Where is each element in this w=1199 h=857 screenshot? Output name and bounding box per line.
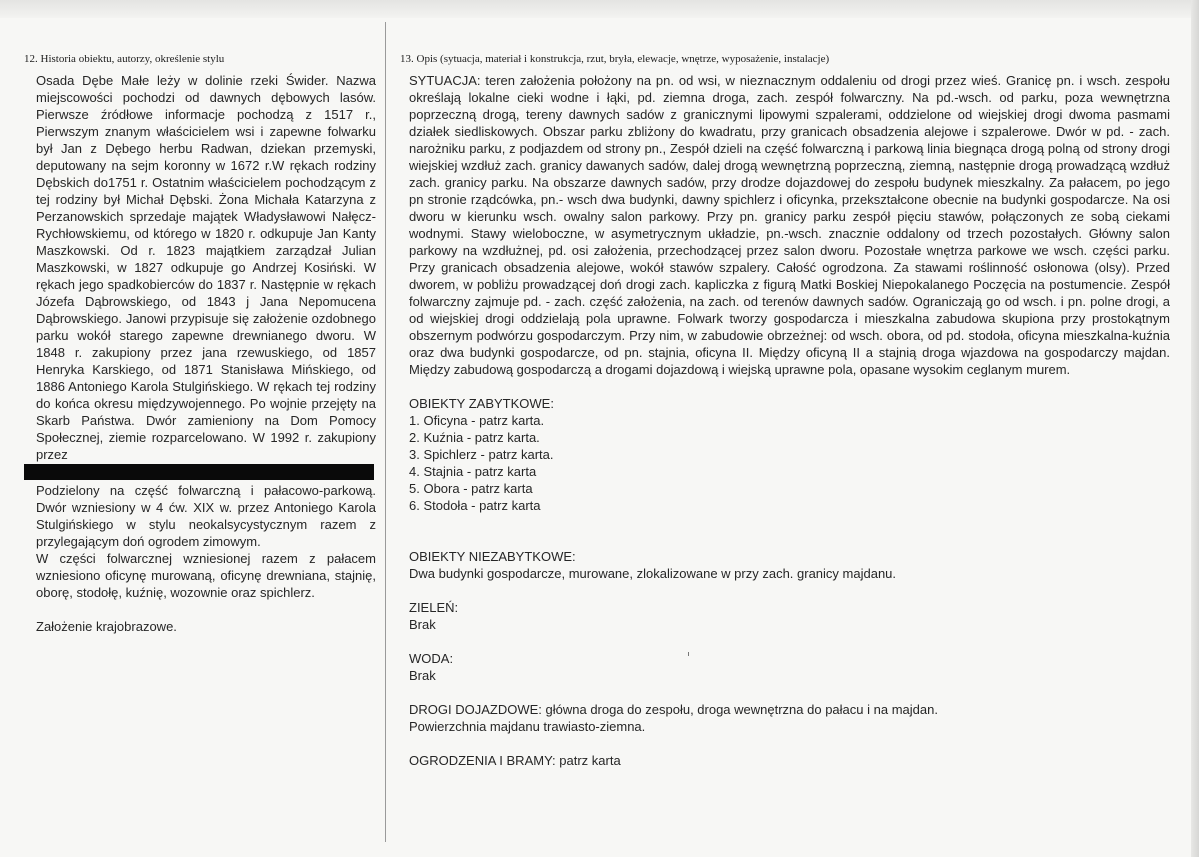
buildings-paragraph: W części folwarcznej wzniesionej razem z pałacem wzniesiono oficynę murowaną, oficynę drewniana, stajnię, oborę, stodołę, kuźnię, wozownie oraz spichlerz. <box>36 551 376 600</box>
column-divider <box>385 22 386 842</box>
scan-edge-top <box>0 0 1199 18</box>
history-heading: 12. Historia obiektu, autorzy, określenie stylu <box>24 53 225 65</box>
monument-item: 6. Stodoła - patrz karta <box>409 498 541 513</box>
monuments-title: OBIEKTY ZABYTKOWE: <box>409 396 554 411</box>
water-title: WODA: <box>409 651 454 666</box>
situation-paragraph: SYTUACJA: teren założenia położony na pn. od wsi, w nieznacznym oddaleniu od drogi przez wieś. Granicę pn. i wsch. zespołu określają lokalne cieki wodne i łąki, pd. ziemna droga, zach. zespół folwarczny. Na pd.-wsch. od parku, poza wewnętrzna poprzeczną drogą, tereny dawnych sadów z granicznymi lipowymi szpalerami, oddzielone od wiejskiej drogi dwoma pasmami działek siedliskowych. Obszar parku zbliżony do kwadratu, przy granicach obsadzenia alejowe i szpalerowe. Dwór w pd. - zach. narożniku parku, z podjazdem od strony pn., Zespół dzieli na część folwarczną i parkową linia biegnąca drogą polną od strony drogi wiejskiej wzdłuż zach. granicy dawanych sadów, dalej drogą wewnętrzną poprzeczną, ziemną, następnie drogą prowadzącą wzdłuż zach. granicy parku. Na obszarze dawnych sadów, przy drodze dojazdowej do zespołu budynek mieszkalny. Za pałacem, po jego pn stronie rządcówka, pn.- wsch dwa budynki, dawny spichlerz i oficynka, przekształcone obecnie na budynki gospodarcze. Na osi dworu w kierunku wsch. owalny salon parkowy. Przy pn. granicy parku zespół pięciu stawów, połączonych ze sobą ciekami wodnymi. Stawy wieloboczne, w asymetrycznym układzie, pn.-wsch. znacznie oddalony od trzech pozostałych. Główny salon parkowy na wzdłużnej, pd. osi założenia, przechodzącej przez salon dworu. Pozostałe wnętrza parkowe we wsch. części parku. Przy granicach obsadzenia alejowe, wokół stawów szpalery. Całość ogrodzona. Za stawami roślinność osłonowa (olsy). Przed dworem, w pobliżu prowadzącej doń drogi zach. kapliczka z figurą Matki Boskiej Niepokalanego Poczęcia na postumencie. Zespół folwarczny zajmuje pd. - zach. część założenia, na zach. od terenów dawnych sadów. Ograniczają go od wsch. i pn. polne drogi, a od wiejskiej drogi oddzielają pola uprawne. Folwark tworzy gospodarcza i mieszkalna zabudowa skupiona przy prostokątnym obszernym podwórzu gospodarczym. Przy nim, w zabudowie obrzeżnej: od wsch. obora, od pd. stodoła, oficyna mieszkalna-kuźnia oraz dwa budynki gospodarcze, od pn. stajnia, oficyna II. Między oficyną II a stajnią droga wjazdowa na gospodarczy majdan. Między zabudową gospodarczą a drogami dojazdową i wiejską uprawne pola, opasane wysokim ceglanym murem. <box>409 73 1170 377</box>
greenery-title: ZIELEŃ: <box>409 600 459 615</box>
description-heading: 13. Opis (sytuacja, materiał i konstrukcja, rzut, bryła, elewacje, wnętrze, wyposażenie, instalacje) <box>400 53 830 65</box>
monument-item: 5. Obora - patrz karta <box>409 481 533 496</box>
description-column <box>400 52 1170 769</box>
style-paragraph: Założenie krajobrazowe. <box>36 619 177 634</box>
fences-title: OGRODZENIA I BRAMY: <box>409 753 556 768</box>
greenery-text: Brak <box>409 617 436 632</box>
scan-edge-right <box>1191 0 1199 857</box>
non-monuments-title: OBIEKTY NIEZABYTKOWE: <box>409 549 576 564</box>
water-text: Brak <box>409 668 436 683</box>
monument-item: 3. Spichlerz - patrz karta. <box>409 447 554 462</box>
division-paragraph: Podzielony na część folwarczną i pałacowo-parkową. Dwór wzniesiony w 4 ćw. XIX w. przez Antoniego Karola Stulgińskiego w stylu neokalsycystycznym razem z przylegającym doń ogrodem zimowym. <box>36 483 376 549</box>
monument-item: 2. Kuźnia - patrz karta. <box>409 430 540 445</box>
redaction-bar <box>24 464 374 480</box>
roads-title: DROGI DOJAZDOWE: <box>409 702 542 717</box>
scan-mark <box>688 652 689 656</box>
roads-text: główna droga do zespołu, droga wewnętrzna do pałacu i na majdan. <box>545 702 938 717</box>
fences-text: patrz karta <box>559 753 621 768</box>
description-body <box>409 72 1170 769</box>
monument-item: 1. Oficyna - patrz karta. <box>409 413 545 428</box>
history-column <box>24 52 376 635</box>
history-body <box>36 72 376 635</box>
fences-line <box>409 752 1170 769</box>
history-paragraph: Osada Dębe Małe leży w dolinie rzeki Świder. Nazwa miejscowości pochodzi od dawnych dębowych lasów. Pierwsze źródłowe informacje pochodzą z 1517 r., Pierwszym znanym właścicielem wsi i zapewne folwarku był Jan z Dębego herbu Radwan, dziekan przemyski, deputowany na sejm koronny w 1672 r.W rękach rodziny Dębskich do1751 r. Ostatnim właścicielem pochodzącym z tej rodziny był Michał Dębski. Żona Michała Katarzyna z Perzanowskich sprzedaje majątek Władysławowi Nałęcz-Rychłowskiemu, od którego w 1820 r. odkupuje Jan Kanty Maszkowski. Od r. 1823 majątkiem zarządzał Julian Maszkowski, w 1827 odkupuje go Andrzej Kosiński. W rękach jego spadkobierców do 1837 r. Następnie w rękach Józefa Dąbrowskiego, od 1843 j Jana Nepomucena Dąbrowskiego. Janowi przypisuje się założenie ozdobnego parku wokół starego zapewne drewnianego dworu. W 1848 r. zakupiony przez jana rzewuskiego, od 1857 Henryka Karskiego, od 1871 Stanisława Mińskiego, od 1886 Antoniego Karola Stulgińskiego. W rękach tej rodziny do końca okresu międzywojennego. Po wojnie przejęty na Skarb Państwa. Dwór zamieniony na Dom Pomocy Społecznej, ziemie rozparcelowano. W 1992 r. zakupiony przez <box>36 73 376 462</box>
non-monuments-text: Dwa budynki gospodarcze, murowane, zlokalizowane w przy zach. granicy majdanu. <box>409 566 897 581</box>
roads-line <box>409 701 1170 718</box>
monument-item: 4. Stajnia - patrz karta <box>409 464 537 479</box>
roads-surface-text: Powierzchnia majdanu trawiasto-ziemna. <box>409 719 646 734</box>
